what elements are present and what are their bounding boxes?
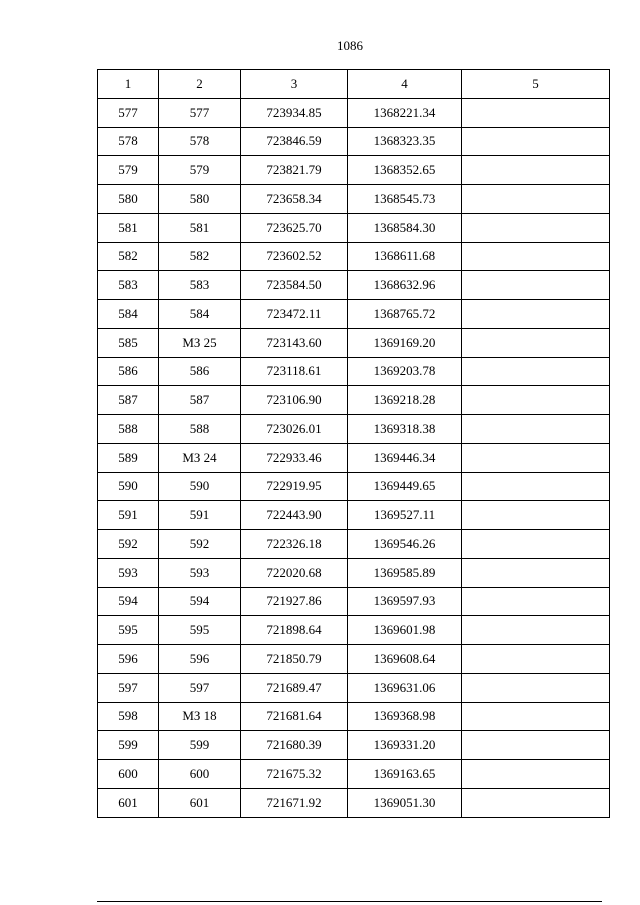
table-cell: 599 — [159, 731, 241, 760]
table-cell: 722020.68 — [241, 558, 348, 587]
table-cell: 577 — [159, 98, 241, 127]
table-cell: 1369631.06 — [348, 673, 462, 702]
table-row — [98, 98, 610, 127]
table-row — [98, 443, 610, 472]
table-cell — [462, 300, 610, 329]
table-cell: МЗ 18 — [159, 702, 241, 731]
table-cell: 1369368.98 — [348, 702, 462, 731]
table-cell: 580 — [98, 185, 159, 214]
table-row — [98, 271, 610, 300]
table-row — [98, 702, 610, 731]
table-cell — [462, 213, 610, 242]
table-row — [98, 587, 610, 616]
table-row — [98, 616, 610, 645]
table-cell — [462, 788, 610, 817]
column-header: 3 — [241, 70, 348, 99]
table-cell: 722443.90 — [241, 501, 348, 530]
table-cell — [462, 415, 610, 444]
table-row — [98, 788, 610, 817]
table-cell: 600 — [98, 760, 159, 789]
table-cell: 579 — [98, 156, 159, 185]
table-cell: 721850.79 — [241, 645, 348, 674]
table-cell: 1369163.65 — [348, 760, 462, 789]
table-row — [98, 415, 610, 444]
table-cell: 595 — [98, 616, 159, 645]
table-cell: 587 — [159, 386, 241, 415]
table-cell: 579 — [159, 156, 241, 185]
table-cell: 723934.85 — [241, 98, 348, 127]
table-row — [98, 357, 610, 386]
table-row — [98, 472, 610, 501]
table-cell: 1369446.34 — [348, 443, 462, 472]
table-cell: 600 — [159, 760, 241, 789]
table-cell: 578 — [98, 127, 159, 156]
table-cell — [462, 127, 610, 156]
table-cell: 723584.50 — [241, 271, 348, 300]
table-cell: 583 — [159, 271, 241, 300]
table-cell: 1369318.38 — [348, 415, 462, 444]
table-cell: 722919.95 — [241, 472, 348, 501]
table-body — [98, 98, 610, 817]
table-cell: 583 — [98, 271, 159, 300]
table-cell — [462, 645, 610, 674]
table-cell — [462, 501, 610, 530]
table-cell: 580 — [159, 185, 241, 214]
table-cell: 1368221.34 — [348, 98, 462, 127]
table-cell: 587 — [98, 386, 159, 415]
table-cell: 584 — [159, 300, 241, 329]
table-cell: 598 — [98, 702, 159, 731]
column-header: 4 — [348, 70, 462, 99]
table-cell: 599 — [98, 731, 159, 760]
table-cell: 1368352.65 — [348, 156, 462, 185]
table-cell: 723821.79 — [241, 156, 348, 185]
table-cell: 590 — [159, 472, 241, 501]
column-header: 1 — [98, 70, 159, 99]
table-cell: 581 — [159, 213, 241, 242]
table-cell: 1369527.11 — [348, 501, 462, 530]
table-cell: 723658.34 — [241, 185, 348, 214]
table-cell — [462, 386, 610, 415]
table-cell: 1368765.72 — [348, 300, 462, 329]
table-cell: 1369449.65 — [348, 472, 462, 501]
table-cell: 1369203.78 — [348, 357, 462, 386]
table-row — [98, 760, 610, 789]
table-row — [98, 156, 610, 185]
table-cell: МЗ 25 — [159, 328, 241, 357]
table-cell: 593 — [159, 558, 241, 587]
table-cell: 1368323.35 — [348, 127, 462, 156]
table-cell: 577 — [98, 98, 159, 127]
table-cell: 721675.32 — [241, 760, 348, 789]
table-cell: 1368611.68 — [348, 242, 462, 271]
table-cell: 589 — [98, 443, 159, 472]
table-row — [98, 558, 610, 587]
header-row — [98, 70, 610, 99]
table-cell — [462, 443, 610, 472]
table-cell: 591 — [98, 501, 159, 530]
table-cell: 585 — [98, 328, 159, 357]
table-row — [98, 127, 610, 156]
table-cell: 721681.64 — [241, 702, 348, 731]
table-cell — [462, 616, 610, 645]
table-cell: 1369331.20 — [348, 731, 462, 760]
table-cell: 1369218.28 — [348, 386, 462, 415]
table-cell — [462, 731, 610, 760]
table-cell: 592 — [98, 530, 159, 559]
table-cell — [462, 156, 610, 185]
table-row — [98, 242, 610, 271]
table-cell: 723106.90 — [241, 386, 348, 415]
table-cell: 1368545.73 — [348, 185, 462, 214]
table-cell — [462, 242, 610, 271]
page-number: 1086 — [337, 38, 363, 53]
table-row — [98, 645, 610, 674]
table-cell: 1369608.64 — [348, 645, 462, 674]
table-cell — [462, 185, 610, 214]
coordinates-table — [97, 69, 610, 818]
table-cell — [462, 357, 610, 386]
table-cell: 723625.70 — [241, 213, 348, 242]
table-cell: 1368632.96 — [348, 271, 462, 300]
table-cell: 1369051.30 — [348, 788, 462, 817]
table-cell: 581 — [98, 213, 159, 242]
table-cell: 594 — [159, 587, 241, 616]
table-cell: 1369546.26 — [348, 530, 462, 559]
table-cell: 722326.18 — [241, 530, 348, 559]
table-cell: 593 — [98, 558, 159, 587]
table-cell — [462, 673, 610, 702]
table-cell: 594 — [98, 587, 159, 616]
table-cell: 584 — [98, 300, 159, 329]
table-cell: 590 — [98, 472, 159, 501]
table-cell: 723472.11 — [241, 300, 348, 329]
table-cell: 592 — [159, 530, 241, 559]
table-cell — [462, 328, 610, 357]
table-row — [98, 328, 610, 357]
table-cell: 723846.59 — [241, 127, 348, 156]
table-cell: 586 — [98, 357, 159, 386]
table-cell — [462, 587, 610, 616]
table-cell — [462, 558, 610, 587]
table-cell: 723143.60 — [241, 328, 348, 357]
table-row — [98, 731, 610, 760]
table-cell: 596 — [98, 645, 159, 674]
table-row — [98, 501, 610, 530]
table-cell: 596 — [159, 645, 241, 674]
table-cell: МЗ 24 — [159, 443, 241, 472]
table-cell: 721689.47 — [241, 673, 348, 702]
table-cell: 586 — [159, 357, 241, 386]
table-row — [98, 530, 610, 559]
table-cell: 721898.64 — [241, 616, 348, 645]
table-row — [98, 386, 610, 415]
table-cell: 601 — [98, 788, 159, 817]
table-cell — [462, 760, 610, 789]
table-cell: 582 — [159, 242, 241, 271]
table-cell: 591 — [159, 501, 241, 530]
table-row — [98, 213, 610, 242]
table-cell: 1369601.98 — [348, 616, 462, 645]
table-cell: 1369585.89 — [348, 558, 462, 587]
table-cell: 721680.39 — [241, 731, 348, 760]
table-cell: 588 — [159, 415, 241, 444]
table-cell: 595 — [159, 616, 241, 645]
table-row — [98, 673, 610, 702]
table-row — [98, 300, 610, 329]
column-header: 2 — [159, 70, 241, 99]
table-cell: 597 — [98, 673, 159, 702]
table-cell: 723602.52 — [241, 242, 348, 271]
table-cell: 582 — [98, 242, 159, 271]
table-cell — [462, 702, 610, 731]
table-cell — [462, 271, 610, 300]
table-cell: 1369169.20 — [348, 328, 462, 357]
table-cell: 601 — [159, 788, 241, 817]
table-cell: 597 — [159, 673, 241, 702]
table-cell — [462, 472, 610, 501]
table-header — [98, 70, 610, 99]
footer-divider — [97, 901, 602, 902]
table-cell: 722933.46 — [241, 443, 348, 472]
table-cell — [462, 98, 610, 127]
table-cell: 1369597.93 — [348, 587, 462, 616]
table-cell: 721671.92 — [241, 788, 348, 817]
table-cell: 723118.61 — [241, 357, 348, 386]
table-cell: 588 — [98, 415, 159, 444]
table-cell — [462, 530, 610, 559]
table-cell: 578 — [159, 127, 241, 156]
table-cell: 1368584.30 — [348, 213, 462, 242]
column-header: 5 — [462, 70, 610, 99]
table-row — [98, 185, 610, 214]
table-cell: 721927.86 — [241, 587, 348, 616]
table-cell: 723026.01 — [241, 415, 348, 444]
